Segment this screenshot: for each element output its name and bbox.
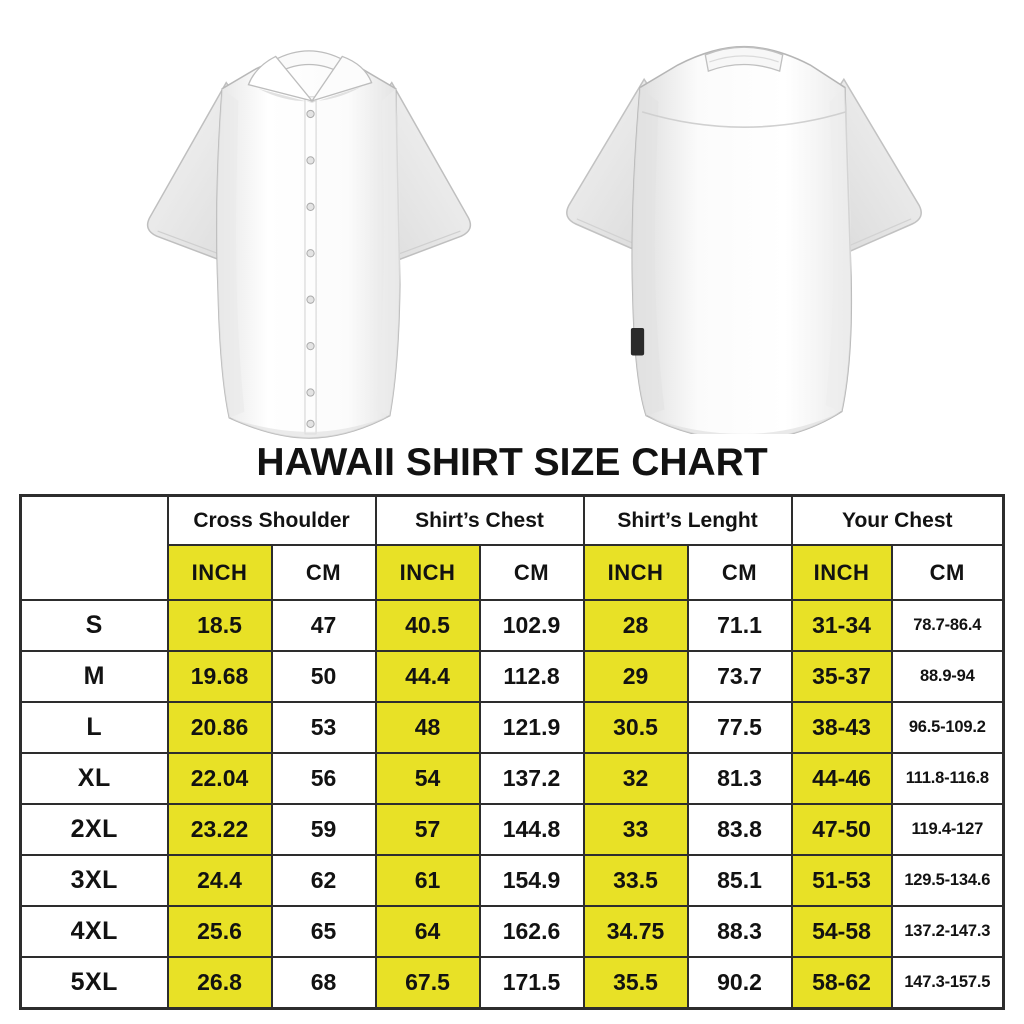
value-cell: 26.8 xyxy=(168,957,272,1008)
value-cell: 47-50 xyxy=(792,804,892,855)
value-cell: 33.5 xyxy=(584,855,688,906)
unit-header-inch: INCH xyxy=(168,545,272,600)
value-cell: 137.2 xyxy=(480,753,584,804)
value-cell: 40.5 xyxy=(376,600,480,651)
value-cell: 77.5 xyxy=(688,702,792,753)
size-label: M xyxy=(21,651,168,702)
group-header-your-chest: Your Chest xyxy=(792,496,1004,546)
unit-header-inch: INCH xyxy=(376,545,480,600)
size-label: 4XL xyxy=(21,906,168,957)
value-cell: 112.8 xyxy=(480,651,584,702)
value-cell: 38-43 xyxy=(792,702,892,753)
value-cell: 18.5 xyxy=(168,600,272,651)
unit-header-cm: CM xyxy=(272,545,376,600)
size-row-4xl xyxy=(21,906,1004,957)
value-cell: 78.7-86.4 xyxy=(892,600,1004,651)
value-cell: 48 xyxy=(376,702,480,753)
size-row-5xl xyxy=(21,957,1004,1008)
size-label: S xyxy=(21,600,168,651)
size-row-3xl xyxy=(21,855,1004,906)
value-cell: 111.8-116.8 xyxy=(892,753,1004,804)
value-cell: 67.5 xyxy=(376,957,480,1008)
value-cell: 53 xyxy=(272,702,376,753)
value-cell: 83.8 xyxy=(688,804,792,855)
size-row-s xyxy=(21,600,1004,651)
value-cell: 68 xyxy=(272,957,376,1008)
value-cell: 162.6 xyxy=(480,906,584,957)
value-cell: 31-34 xyxy=(792,600,892,651)
unit-header-cm: CM xyxy=(892,545,1004,600)
page-title: HAWAII SHIRT SIZE CHART xyxy=(256,441,768,484)
value-cell: 51-53 xyxy=(792,855,892,906)
value-cell: 62 xyxy=(272,855,376,906)
size-label: 5XL xyxy=(21,957,168,1008)
shirt-front-image xyxy=(106,10,512,442)
value-cell: 147.3-157.5 xyxy=(892,957,1004,1008)
value-cell: 50 xyxy=(272,651,376,702)
value-cell: 29 xyxy=(584,651,688,702)
value-cell: 35.5 xyxy=(584,957,688,1008)
value-cell: 85.1 xyxy=(688,855,792,906)
value-cell: 154.9 xyxy=(480,855,584,906)
value-cell: 23.22 xyxy=(168,804,272,855)
value-cell: 65 xyxy=(272,906,376,957)
value-cell: 32 xyxy=(584,753,688,804)
size-label: 2XL xyxy=(21,804,168,855)
value-cell: 34.75 xyxy=(584,906,688,957)
value-cell: 58-62 xyxy=(792,957,892,1008)
size-row-m xyxy=(21,651,1004,702)
value-cell: 137.2-147.3 xyxy=(892,906,1004,957)
size-row-2xl xyxy=(21,804,1004,855)
group-header-cross-shoulder: Cross Shoulder xyxy=(168,496,376,546)
size-row-l xyxy=(21,702,1004,753)
value-cell: 81.3 xyxy=(688,753,792,804)
value-cell: 54-58 xyxy=(792,906,892,957)
value-cell: 102.9 xyxy=(480,600,584,651)
unit-header-inch: INCH xyxy=(584,545,688,600)
value-cell: 64 xyxy=(376,906,480,957)
side-tag xyxy=(631,328,644,356)
unit-header-cm: CM xyxy=(480,545,584,600)
size-label: 3XL xyxy=(21,855,168,906)
size-row-xl xyxy=(21,753,1004,804)
value-cell: 121.9 xyxy=(480,702,584,753)
value-cell: 20.86 xyxy=(168,702,272,753)
value-cell: 28 xyxy=(584,600,688,651)
value-cell: 171.5 xyxy=(480,957,584,1008)
value-cell: 71.1 xyxy=(688,600,792,651)
value-cell: 25.6 xyxy=(168,906,272,957)
value-cell: 88.3 xyxy=(688,906,792,957)
value-cell: 56 xyxy=(272,753,376,804)
value-cell: 33 xyxy=(584,804,688,855)
value-cell: 57 xyxy=(376,804,480,855)
value-cell: 73.7 xyxy=(688,651,792,702)
group-header-shirts-length: Shirt’s Lenght xyxy=(584,496,792,546)
value-cell: 54 xyxy=(376,753,480,804)
value-cell: 144.8 xyxy=(480,804,584,855)
value-cell: 44.4 xyxy=(376,651,480,702)
value-cell: 129.5-134.6 xyxy=(892,855,1004,906)
value-cell: 47 xyxy=(272,600,376,651)
size-label: L xyxy=(21,702,168,753)
value-cell: 88.9-94 xyxy=(892,651,1004,702)
value-cell: 90.2 xyxy=(688,957,792,1008)
value-cell: 19.68 xyxy=(168,651,272,702)
value-cell: 59 xyxy=(272,804,376,855)
value-cell: 22.04 xyxy=(168,753,272,804)
value-cell: 44-46 xyxy=(792,753,892,804)
shirt-back-image xyxy=(530,14,958,434)
value-cell: 96.5-109.2 xyxy=(892,702,1004,753)
back-body xyxy=(632,47,851,434)
value-cell: 61 xyxy=(376,855,480,906)
unit-header-cm: CM xyxy=(688,545,792,600)
value-cell: 30.5 xyxy=(584,702,688,753)
size-label: XL xyxy=(21,753,168,804)
corner-cell xyxy=(21,496,168,601)
value-cell: 24.4 xyxy=(168,855,272,906)
unit-header-inch: INCH xyxy=(792,545,892,600)
value-cell: 119.4-127 xyxy=(892,804,1004,855)
size-chart-table xyxy=(19,494,1005,1010)
group-header-shirts-chest: Shirt’s Chest xyxy=(376,496,584,546)
value-cell: 35-37 xyxy=(792,651,892,702)
